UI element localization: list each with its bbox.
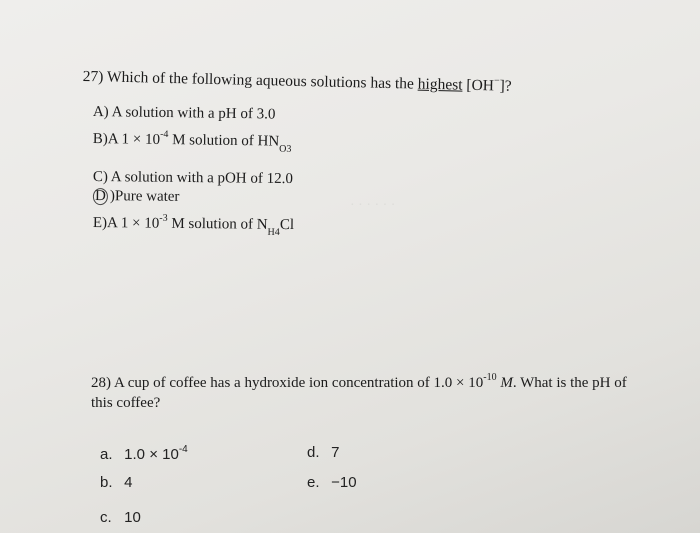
q27-choice-a-label: A) <box>92 104 109 121</box>
q27-choice-c <box>93 169 293 188</box>
q28-option-a <box>100 444 188 463</box>
q27-choice-b-sub: O3 <box>279 143 292 155</box>
question-28-unit: M <box>496 375 513 391</box>
q27-choice-a-text: A solution with a pH of 3.0 <box>111 104 276 123</box>
q27-choice-e-post: Cl <box>279 216 295 234</box>
bleed-through-text: · · · · · · <box>350 198 396 213</box>
question-27-highlight: highest <box>417 75 463 94</box>
q27-choice-b-label: B) <box>92 130 108 148</box>
q28-option-c <box>100 509 141 526</box>
q28-option-d-text: 7 <box>331 444 340 461</box>
q27-choice-e-exp: -3 <box>159 212 168 224</box>
q28-option-a-exp: -4 <box>178 444 188 455</box>
q28-option-b-label: b. <box>100 474 113 491</box>
q28-option-d <box>307 444 340 461</box>
q28-option-a-label: a. <box>100 446 113 463</box>
question-28-text-post: . What is the pH of <box>512 375 627 391</box>
question-28-prompt-line1 <box>91 372 627 392</box>
q28-option-a-pre: 1.0 × 10 <box>124 446 179 463</box>
q27-choice-e-mid: M solution of N <box>167 215 268 233</box>
q27-choice-d <box>93 188 180 206</box>
q28-option-b <box>100 474 133 491</box>
q27-choice-b-exp: -4 <box>160 128 169 141</box>
q27-choice-d-text: Pure water <box>114 188 180 205</box>
q27-choice-c-text: A solution with a pOH of 12.0 <box>110 169 294 188</box>
q27-choice-a <box>93 104 276 124</box>
question-28-text-pre: A cup of coffee has a hydroxide ion concentration of 1.0 × 10 <box>113 375 484 391</box>
question-28-prompt-line2: this coffee? <box>91 395 161 411</box>
question-27-number: 27) <box>82 67 104 86</box>
question-27-text: Which of the following aqueous solutions has the <box>106 68 415 93</box>
question-28-number: 28) <box>91 375 111 391</box>
q28-option-c-label: c. <box>100 509 112 526</box>
question-27-bracket-close: ]? <box>499 77 512 95</box>
q28-option-e-text: −10 <box>331 474 357 491</box>
question-27-minus: − <box>493 75 500 87</box>
q28-option-e-label: e. <box>307 474 320 491</box>
q27-choice-d-paren: ) <box>109 188 115 205</box>
q27-choice-e-sub: H4 <box>267 226 280 238</box>
q27-choice-e-pre: A 1 × 10 <box>106 215 160 232</box>
q28-option-e <box>307 474 357 491</box>
question-27-prompt <box>83 66 512 96</box>
question-27-bracket-open: [OH <box>466 76 495 95</box>
q27-choice-b-mid: M solution of HN <box>168 132 280 150</box>
q27-choice-e <box>93 212 294 238</box>
q27-choice-d-circled-label: D <box>93 188 108 205</box>
q27-choice-b <box>93 128 292 155</box>
q28-option-c-text: 10 <box>124 509 141 526</box>
q27-choice-e-label: E) <box>92 214 108 232</box>
q27-choice-b-pre: A 1 × 10 <box>107 131 161 148</box>
question-28-exp: -10 <box>483 372 497 383</box>
q28-option-d-label: d. <box>307 444 320 461</box>
q28-option-b-text: 4 <box>124 474 133 491</box>
q27-choice-c-label: C) <box>92 169 108 186</box>
